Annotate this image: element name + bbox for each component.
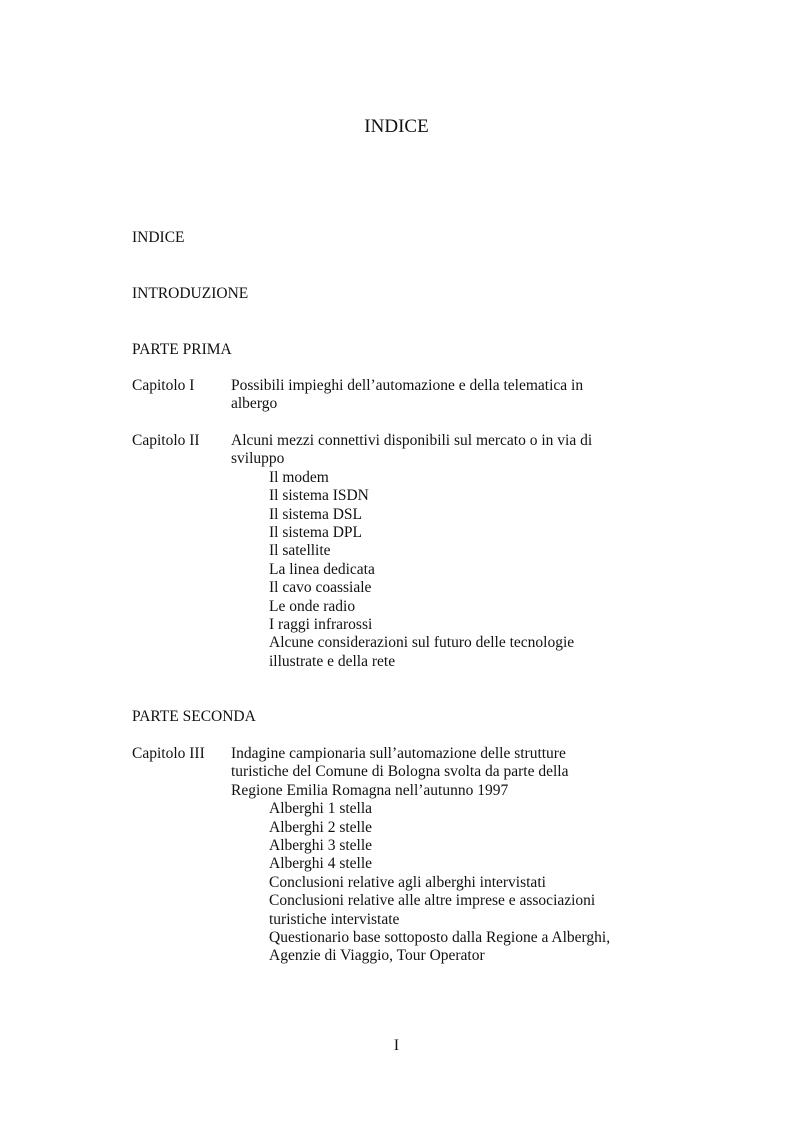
- subsection-item: Alberghi 3 stelle: [269, 837, 373, 855]
- subsection-item: La linea dedicata: [269, 560, 375, 578]
- chapter-title: [231, 377, 652, 414]
- chapter-label: Capitolo II: [132, 432, 200, 449]
- chapter-title-line: Indagine campionaria sull’automazione delle strutture: [231, 745, 566, 762]
- chapter-2: [132, 432, 652, 671]
- subsection-item: Alberghi 4 stelle: [269, 855, 373, 873]
- chapter-label: Capitolo I: [132, 377, 195, 394]
- subsection-item: Questionario base sottoposto dalla Regione a Alberghi,: [269, 929, 611, 947]
- subsection-item: Il satellite: [269, 542, 331, 560]
- subsection-item: Conclusioni relative alle altre imprese e associazioni: [269, 892, 596, 910]
- part-heading-seconda: PARTE SECONDA: [132, 708, 256, 725]
- toc-entry-indice: INDICE: [132, 229, 185, 246]
- chapter-title: [231, 745, 652, 800]
- chapter-label: Capitolo III: [132, 745, 205, 762]
- chapter-title: [231, 432, 652, 469]
- subsection-item: turistiche intervistate: [269, 910, 400, 928]
- chapter-title-line: sviluppo: [231, 450, 285, 468]
- subsection-item: Agenzie di Viaggio, Tour Operator: [269, 947, 485, 965]
- page-number: I: [393, 1037, 400, 1054]
- subsection-item: Conclusioni relative agli alberghi intervistati: [269, 873, 546, 891]
- chapter-title-line: albergo: [231, 395, 278, 413]
- subsection-item: Il sistema ISDN: [269, 487, 369, 505]
- chapter-1: [132, 377, 652, 414]
- chapter-3: [132, 745, 652, 966]
- subsection-item: Il modem: [269, 468, 329, 486]
- subsection-list: [231, 800, 652, 966]
- chapter-title-line: Possibili impieghi dell’automazione e della telematica in: [231, 377, 584, 394]
- toc-entry-introduzione: INTRODUZIONE: [132, 285, 249, 302]
- subsection-item: Il sistema DSL: [269, 505, 362, 523]
- part-heading-prima: PARTE PRIMA: [132, 341, 232, 358]
- page-title: INDICE: [364, 116, 429, 137]
- subsection-list: [231, 469, 652, 671]
- subsection-item: illustrate e della rete: [269, 652, 396, 670]
- subsection-item: Alberghi 1 stella: [269, 800, 373, 818]
- chapter-title-line: Regione Emilia Romagna nell’autunno 1997: [231, 781, 509, 799]
- subsection-item: Alberghi 2 stelle: [269, 818, 373, 836]
- subsection-item: Il sistema DPL: [269, 524, 362, 542]
- subsection-item: Le onde radio: [269, 597, 356, 615]
- subsection-item: Il cavo coassiale: [269, 579, 372, 597]
- chapter-title-line: turistiche del Comune di Bologna svolta da parte della: [231, 763, 569, 781]
- chapter-title-line: Alcuni mezzi connettivi disponibili sul mercato o in via di: [231, 432, 593, 449]
- subsection-item: Alcune considerazioni sul futuro delle tecnologie: [269, 634, 575, 652]
- subsection-item: I raggi infrarossi: [269, 616, 373, 634]
